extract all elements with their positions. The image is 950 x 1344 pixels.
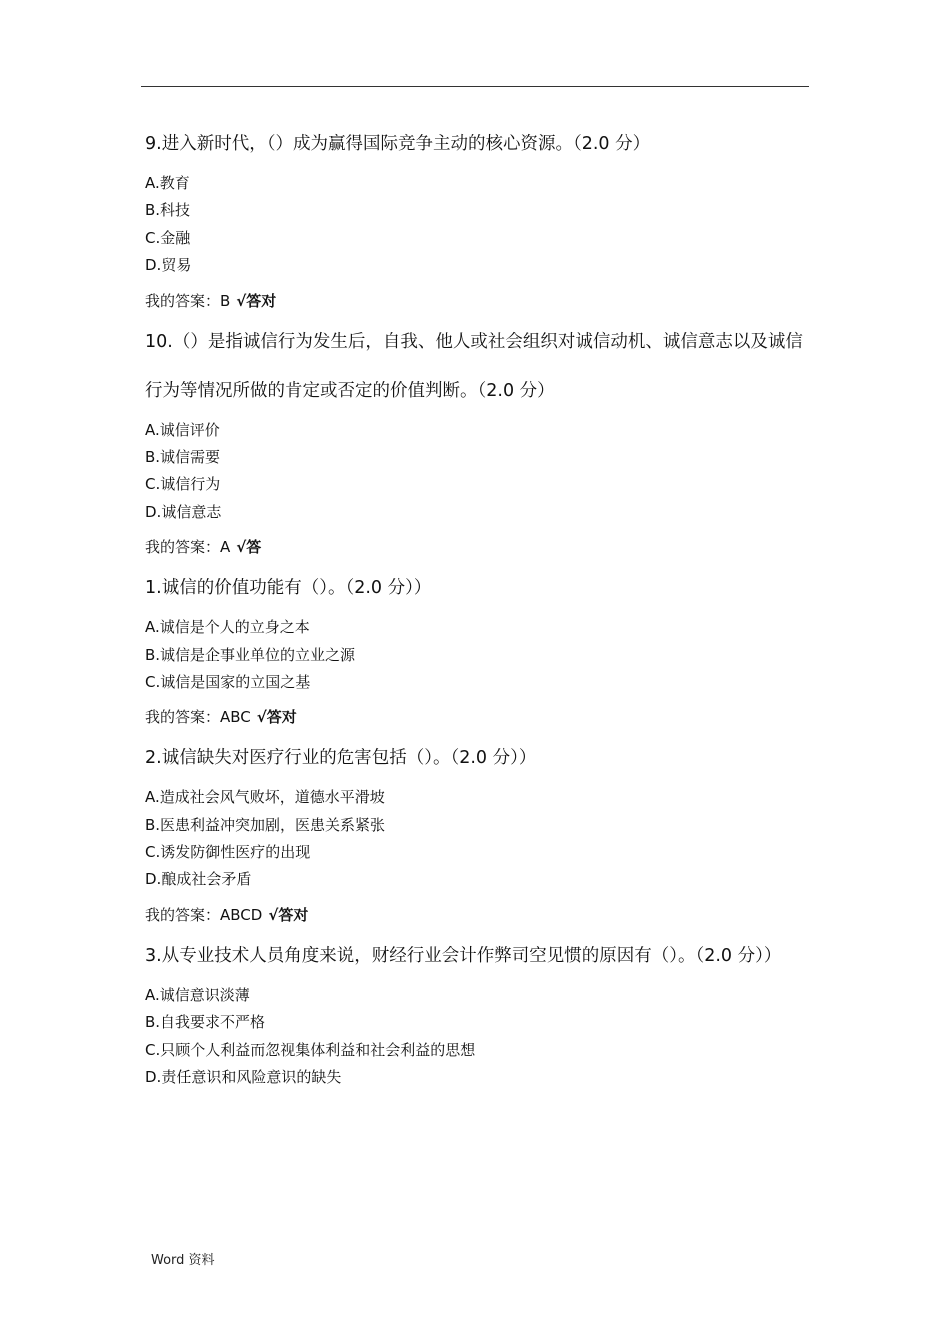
option-a: A.教育 xyxy=(145,174,190,192)
question-item xyxy=(145,932,815,1092)
answer-result: √答 xyxy=(236,538,262,557)
my-answer xyxy=(145,288,815,315)
option-d: D.诚信意志 xyxy=(145,502,222,521)
option-list xyxy=(145,170,815,280)
answer-value: 我的答案：A xyxy=(145,538,231,557)
answer-value: 我的答案：B xyxy=(145,291,231,310)
question-item xyxy=(145,120,815,315)
option-a: A.诚信意识淡薄 xyxy=(145,985,250,1004)
question-text: 10.（）是指诚信行为发生后，自我、他人或社会组织对诚信动机、诚信意志以及诚信行为等情况所做的肯定或否定的价值判断。（2.0 分） xyxy=(145,331,803,401)
answer-result: √答对 xyxy=(256,708,297,727)
option-a: A.造成社会风气败坏，道德水平滑坡 xyxy=(145,788,385,807)
quiz-content xyxy=(145,120,815,1099)
option-c: C.只顾个人利益而忽视集体利益和社会利益的思想 xyxy=(145,1040,476,1059)
option-list xyxy=(145,982,815,1092)
question-item xyxy=(145,564,815,731)
answer-result: √答对 xyxy=(268,905,309,924)
option-b: B.诚信需要 xyxy=(145,447,221,466)
footer-label: Word 资料 xyxy=(151,1253,215,1268)
question-text: 3.从专业技术人员角度来说，财经行业会计作弊司空见惯的原因有（）。（2.0 分）） xyxy=(145,945,782,966)
header-divider xyxy=(141,86,809,87)
option-b: B.科技 xyxy=(145,201,191,220)
option-c: C.诱发防御性医疗的出现 xyxy=(145,843,311,862)
answer-value: 我的答案：ABCD xyxy=(145,905,263,924)
option-b: B.诚信是企事业单位的立业之源 xyxy=(145,645,356,664)
my-answer xyxy=(145,534,815,561)
question-text: 9.进入新时代，（）成为赢得国际竞争主动的核心资源。（2.0 分） xyxy=(145,134,651,154)
option-d: D.贸易 xyxy=(145,256,192,275)
option-b: B.自我要求不严格 xyxy=(145,1013,266,1032)
question-text: 1.诚信的价值功能有（）。（2.0 分）） xyxy=(145,578,432,599)
my-answer xyxy=(145,704,815,731)
answer-result: √答对 xyxy=(236,291,277,310)
option-a: A.诚信评价 xyxy=(145,420,220,439)
option-list xyxy=(145,614,815,696)
question-text: 2.诚信缺失对医疗行业的危害包括（）。（2.0 分）） xyxy=(145,748,537,769)
question-item xyxy=(145,318,815,562)
option-list xyxy=(145,417,815,527)
option-c: C.金融 xyxy=(145,228,191,247)
option-c: C.诚信行为 xyxy=(145,475,221,494)
option-c: C.诚信是国家的立国之基 xyxy=(145,672,311,691)
option-b: B.医患利益冲突加剧，医患关系紧张 xyxy=(145,815,386,834)
question-item xyxy=(145,734,815,929)
answer-value: 我的答案：ABC xyxy=(145,708,251,727)
option-d: D.酿成社会矛盾 xyxy=(145,870,252,889)
option-a: A.诚信是个人的立身之本 xyxy=(145,618,310,637)
my-answer xyxy=(145,902,815,929)
option-list xyxy=(145,784,815,894)
option-d: D.责任意识和风险意识的缺失 xyxy=(145,1068,342,1087)
